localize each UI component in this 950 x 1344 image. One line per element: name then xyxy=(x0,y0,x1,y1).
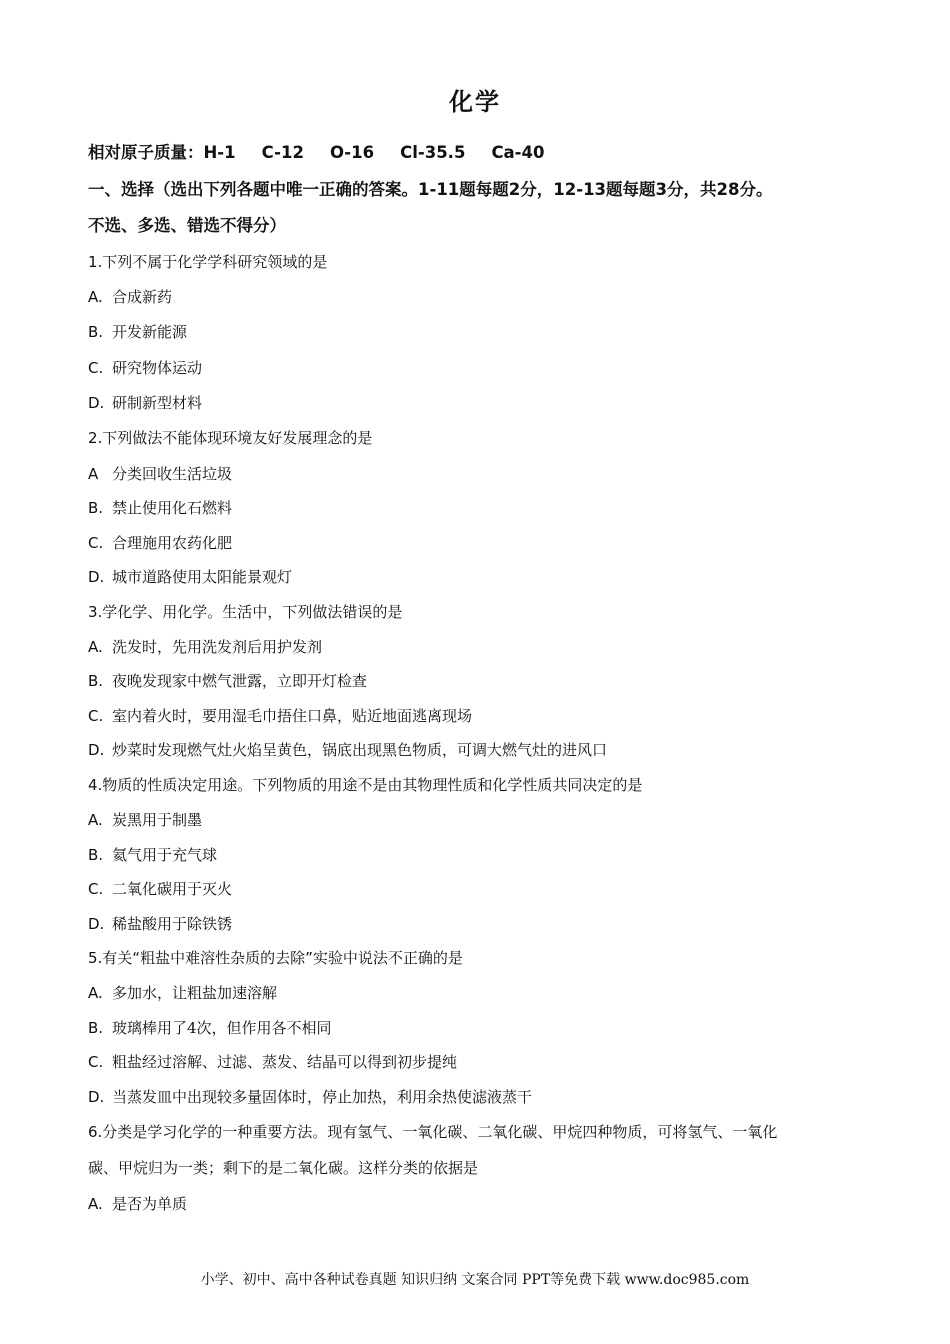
question-4-option-d xyxy=(88,913,232,934)
option-letter: D. xyxy=(88,915,105,933)
question-5-option-c xyxy=(88,1051,457,1072)
option-letter: D. xyxy=(88,394,105,412)
option-text: 稀盐酸用于除铁锈 xyxy=(112,915,233,933)
question-5-option-a xyxy=(88,982,277,1003)
option-letter: D. xyxy=(88,1088,105,1106)
option-letter: C. xyxy=(88,1053,104,1071)
atomic-masses-line xyxy=(88,139,571,163)
option-text: 粗盐经过溶解、过滤、蒸发、结晶可以得到初步提纯 xyxy=(112,1053,458,1071)
option-text: 合成新药 xyxy=(112,288,173,306)
page-title: 化学 xyxy=(449,88,501,116)
option-text: 二氧化碳用于灭火 xyxy=(112,880,233,898)
option-letter: B. xyxy=(88,1019,104,1037)
atomic-mass-h: H-1 xyxy=(203,143,236,162)
option-text: 炒菜时发现燃气灶火焰呈黄色，锅底出现黑色物质，可调大燃气灶的进风口 xyxy=(112,741,608,759)
option-letter: A. xyxy=(88,1195,103,1213)
option-letter: D. xyxy=(88,568,105,586)
option-text: 多加水，让粗盐加速溶解 xyxy=(112,984,278,1002)
question-1-option-a xyxy=(88,286,172,307)
option-text: 是否为单质 xyxy=(112,1195,188,1213)
question-4-option-c xyxy=(88,878,232,899)
option-text: 禁止使用化石燃料 xyxy=(112,499,233,517)
option-text: 当蒸发皿中出现较多量固体时，停止加热，利用余热使滤液蒸干 xyxy=(112,1088,533,1106)
option-letter: A. xyxy=(88,811,103,829)
question-2-option-c xyxy=(88,532,232,553)
atomic-mass-o: O-16 xyxy=(329,143,375,162)
question-4-option-b xyxy=(88,844,217,865)
question-6-stem-line2: 碳、甲烷归为一类；剩下的是二氧化碳。这样分类的依据是 xyxy=(88,1159,479,1177)
option-letter: C. xyxy=(88,359,104,377)
option-text: 夜晚发现家中燃气泄露，立即开灯检查 xyxy=(112,672,368,690)
option-letter: C. xyxy=(88,707,104,725)
question-4-option-a xyxy=(88,809,202,830)
question-3-option-c xyxy=(88,705,472,726)
question-6-stem-line1: 6.分类是学习化学的一种重要方法。现有氢气、一氧化碳、二氧化碳、甲烷四种物质，可将氢气、一氧化 xyxy=(88,1123,778,1141)
question-2-option-d xyxy=(88,566,292,587)
question-3-stem: 3.学化学、用化学。生活中，下列做法错误的是 xyxy=(88,603,403,621)
option-letter: C. xyxy=(88,534,104,552)
option-text: 玻璃棒用了4次，但作用各不相同 xyxy=(112,1019,332,1037)
option-text: 研究物体运动 xyxy=(112,359,203,377)
option-letter: A. xyxy=(88,984,103,1002)
question-1-option-d xyxy=(88,392,202,413)
question-4-stem: 4.物质的性质决定用途。下列物质的用途不是由其物理性质和化学性质共同决定的是 xyxy=(88,776,643,794)
page-footer: 小学、初中、高中各种试卷真题 知识归纳 文案合同 PPT等免费下载 www.doc985.com xyxy=(200,1272,750,1288)
question-2-stem: 2.下列做法不能体现环境友好发展理念的是 xyxy=(88,429,373,447)
atomic-mass-c: C-12 xyxy=(261,143,304,162)
option-letter: A. xyxy=(88,638,103,656)
option-text: 开发新能源 xyxy=(112,323,188,341)
option-text: 合理施用农药化肥 xyxy=(112,534,233,552)
question-5-stem: 5.有关“粗盐中难溶性杂质的去除”实验中说法不正确的是 xyxy=(88,949,463,967)
option-letter: A. xyxy=(88,288,103,306)
atomic-mass-ca: Ca-40 xyxy=(491,143,545,162)
option-letter: B. xyxy=(88,846,104,864)
question-3-option-a xyxy=(88,636,322,657)
question-3-option-d xyxy=(88,739,607,760)
option-text: 城市道路使用太阳能景观灯 xyxy=(112,568,293,586)
option-letter: B. xyxy=(88,499,104,517)
atomic-masses-label: 相对原子质量： xyxy=(88,143,204,162)
option-text: 研制新型材料 xyxy=(112,394,203,412)
question-2-option-a xyxy=(88,463,232,484)
question-3-option-b xyxy=(88,670,367,691)
atomic-mass-cl: Cl-35.5 xyxy=(400,143,466,162)
question-5-option-d xyxy=(88,1086,532,1107)
option-letter: C. xyxy=(88,880,104,898)
option-letter: A xyxy=(88,465,99,483)
option-text: 炭黑用于制墨 xyxy=(112,811,203,829)
question-1-option-b xyxy=(88,321,187,342)
question-5-option-b xyxy=(88,1017,332,1038)
question-1-option-c xyxy=(88,357,202,378)
option-text: 室内着火时，要用湿毛巾捂住口鼻，贴近地面逃离现场 xyxy=(112,707,473,725)
option-text: 氦气用于充气球 xyxy=(112,846,218,864)
question-1-stem: 1.下列不属于化学学科研究领域的是 xyxy=(88,253,328,271)
option-text: 分类回收生活垃圾 xyxy=(112,465,233,483)
option-text: 洗发时，先用洗发剂后用护发剂 xyxy=(112,638,323,656)
section-heading-line2: 不选、多选、错选不得分） xyxy=(88,216,286,235)
question-2-option-b xyxy=(88,497,232,518)
option-letter: D. xyxy=(88,741,105,759)
option-letter: B. xyxy=(88,672,104,690)
question-6-option-a xyxy=(88,1193,187,1214)
section-heading-line1: 一、选择（选出下列各题中唯一正确的答案。1-11题每题2分，12-13题每题3分，共28分。 xyxy=(88,180,773,199)
option-letter: B. xyxy=(88,323,104,341)
